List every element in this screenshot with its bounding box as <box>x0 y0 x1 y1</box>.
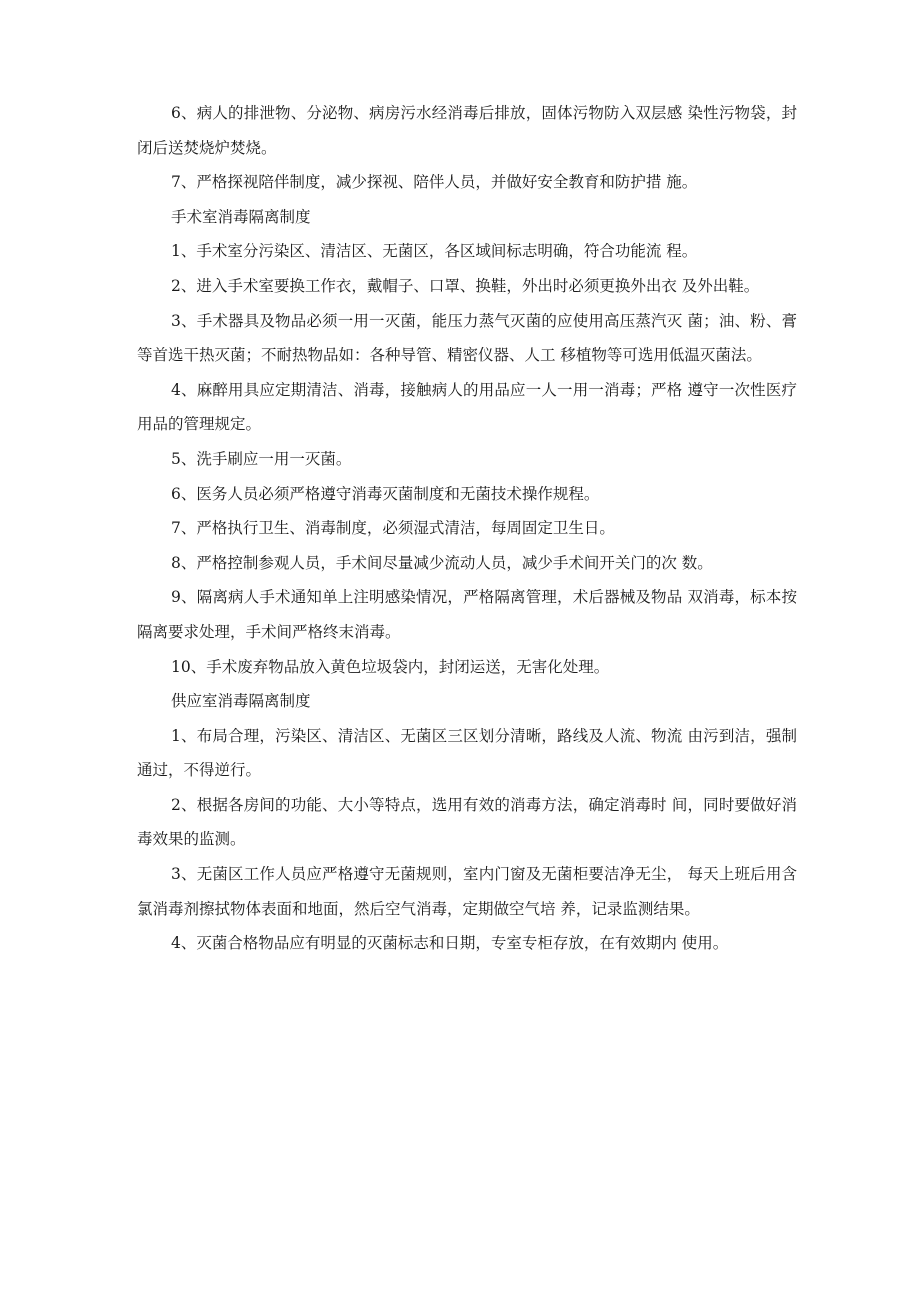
paragraph-or-item-6: 6、医务人员必须严格遵守消毒灭菌制度和无菌技术操作规程。 <box>171 484 600 503</box>
section-heading-supply-room: 供应室消毒隔离制度 <box>171 692 311 711</box>
paragraph-supply-item-1: 1、布局合理，污染区、清洁区、无菌区三区划分清晰，路线及人流、物流 由污到洁，强制通过，不得逆行。 <box>137 726 797 780</box>
paragraph-supply-item-2: 2、根据各房间的功能、大小等特点，选用有效的消毒方法，确定消毒时 间，同时要做好消毒效果的监测。 <box>137 795 797 849</box>
section-heading-operating-room: 手术室消毒隔离制度 <box>171 207 311 226</box>
paragraph-or-item-10: 10、手术废弃物品放入黄色垃圾袋内，封闭运送，无害化处理。 <box>171 657 610 676</box>
paragraph-supply-item-3: 3、无菌区工作人员应严格遵守无菌规则，室内门窗及无菌柜要洁净无尘， 每天上班后用含氯消毒剂擦拭物体表面和地面，然后空气消毒，定期做空气培 养，记录监测结果。 <box>137 865 797 918</box>
paragraph-or-item-3: 3、手术器具及物品必须一用一灭菌，能压力蒸气灭菌的应使用高压蒸汽灭 菌；油、粉、膏等首选干热灭菌；不耐热物品如：各种导管、精密仪器、人工 移植物等可选用低温灭菌法。 <box>137 311 797 365</box>
paragraph-supply-item-4: 4、灭菌合格物品应有明显的灭菌标志和日期，专室专柜存放，在有效期内 使用。 <box>171 934 729 953</box>
paragraph-or-item-5: 5、洗手刷应一用一灭菌。 <box>171 449 352 468</box>
paragraph-or-item-4: 4、麻醉用具应定期清洁、消毒，接触病人的用品应一人一用一消毒；严格 遵守一次性医疗用品的管理规定。 <box>137 380 797 434</box>
document-body <box>137 96 797 961</box>
paragraph-or-item-8: 8、严格控制参观人员，手术间尽量减少流动人员，减少手术间开关门的次 数。 <box>171 553 713 572</box>
paragraph-or-item-9: 9、隔离病人手术通知单上注明感染情况，严格隔离管理，术后器械及物品 双消毒，标本按隔离要求处理，手术间严格终末消毒。 <box>137 588 797 641</box>
paragraph-or-item-1: 1、手术室分污染区、清洁区、无菌区，各区域间标志明确，符合功能流 程。 <box>171 242 698 261</box>
paragraph-isolation-item-6: 6、病人的排泄物、分泌物、病房污水经消毒后排放，固体污物防入双层感 染性污物袋，封闭后送焚烧炉焚烧。 <box>137 104 797 157</box>
paragraph-or-item-2: 2、进入手术室要换工作衣，戴帽子、口罩、换鞋，外出时必须更换外出衣 及外出鞋。 <box>171 276 760 295</box>
paragraph-or-item-7: 7、严格执行卫生、消毒制度，必须湿式清洁，每周固定卫生日。 <box>171 519 615 538</box>
paragraph-isolation-item-7: 7、严格探视陪伴制度，减少探视、陪伴人员，并做好安全教育和防护措 施。 <box>171 173 698 192</box>
